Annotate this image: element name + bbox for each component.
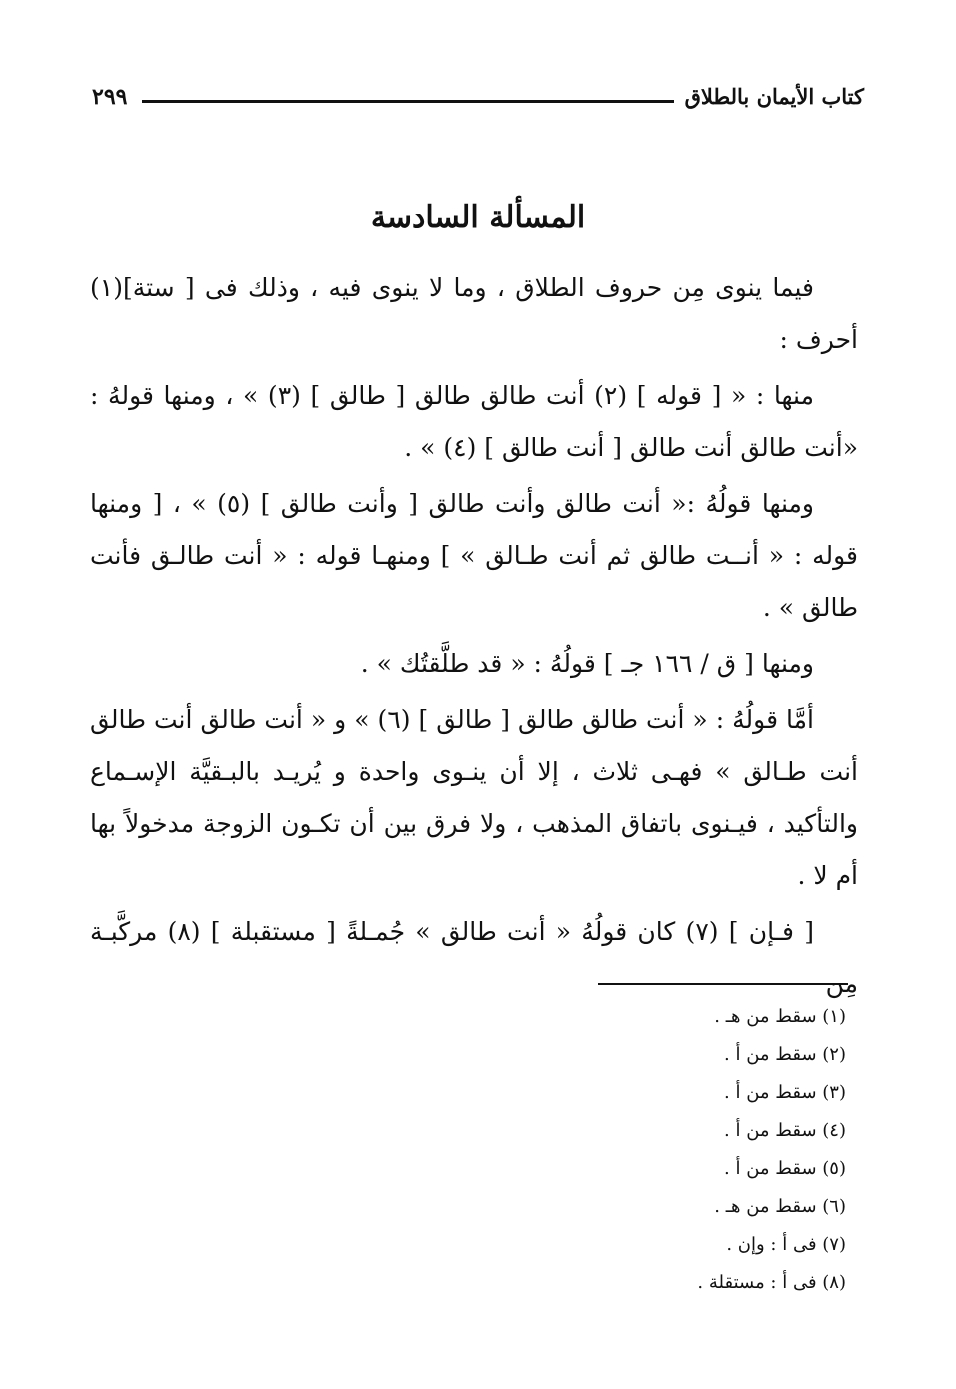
paragraph: منها : « [ قوله ] (٢) أنت طالق طالق [ طالق ] (٣) » ، ومنها قولهُ : «أنت طالق أنت طالق [ أنت طالق ] (٤) » . [90,381,858,462]
page-number: ٢٩٩ [92,84,128,110]
footnotes [500,998,846,1302]
page-header [92,84,864,118]
footnote: (١) سقط من هـ . [714,1006,846,1027]
chapter-title: المسألة السادسة [370,200,586,235]
paragraph: [ فـإن ] (٧) كان قولُهُ « أنت طالق » جُمـلةً [ مستقبلة ] (٨) مركَّبـة مِن [90,917,858,998]
paragraph: أمَّا قولُهُ : « أنت طالق طالق [ طالق ] (٦) » و « أنت طالق أنت طالق أنت طـالق » فهـى ثلاث ، إلا أن ينـوى واحدة و يُريـد بالبـقيَّة الإسـماع والتأكيد ، فيـنوى باتفاق المذهب ، ولا فرق بين أن تكـون الزوجة مدخولاً بها أم لا . [90,705,858,890]
footnote: (٣) سقط من أ . [724,1082,846,1103]
footnote: (٥) سقط من أ . [724,1158,846,1179]
footnote: (٦) سقط من هـ . [714,1196,846,1217]
footnote: (٨) فى أ : مستقلة . [697,1272,846,1293]
footnote-separator [598,983,848,985]
header-rule [142,100,674,103]
running-title: كتاب الأيمان بالطلاق [684,84,864,109]
paragraph: فيما ينوى مِن حروف الطلاق ، وما لا ينوى فيه ، وذلك فى [ ستة](١) أحرف : [90,273,858,354]
paragraph: ومنها [ ق / ١٦٦ جـ ] قولُهُ : « قد طلَّقتُك » . [360,649,814,678]
paragraph: ومنها قولُهُ :« أنت طالق وأنت طالق [ وأنت طالق ] (٥) » ، [ ومنها قوله : « أنــت طالق ثم أنت طـالق » ] ومنهـا قوله : « أنت طالـق فأنت طالق » . [90,489,858,622]
body-text [90,262,858,1014]
footnote: (٢) سقط من أ . [724,1044,846,1065]
footnote: (٤) سقط من أ . [724,1120,846,1141]
footnote: (٧) فى أ : وإن . [726,1234,846,1255]
